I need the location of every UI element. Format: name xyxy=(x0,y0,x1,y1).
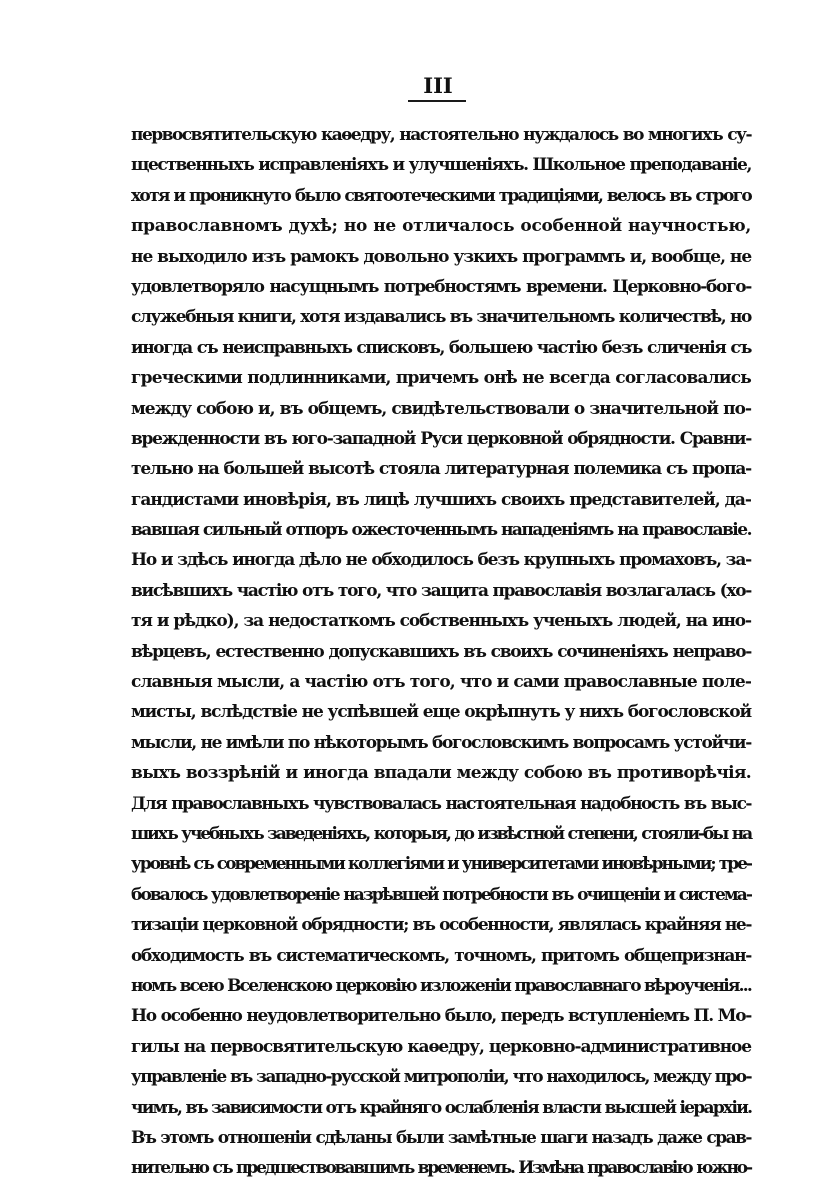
text-line: вавшая сильный отпоръ ожесточеннымъ нападеніямъ на православіе. xyxy=(131,520,751,541)
text-line: уровнѣ съ современными коллегіями и университетами иновѣрными; тре- xyxy=(131,854,751,875)
text-line: нительно съ предшествовавшимъ временемъ. Измѣна православію южно- xyxy=(131,1158,751,1179)
text-line: чимъ, въ зависимости отъ крайняго ослабленія власти высшей іерархіи. xyxy=(131,1097,752,1118)
page-number-rule xyxy=(408,100,466,102)
text-line: тельно на большей высотѣ стояла литературная полемика съ пропа- xyxy=(131,459,751,480)
text-line: иногда съ неисправныхъ списковъ, большею частію безъ сличенія съ xyxy=(131,337,751,358)
text-line: греческими подлинниками, причемъ онѣ не всегда согласовались xyxy=(131,368,751,389)
text-line: тизаціи церковной обрядности; въ особенности, являлась крайняя не- xyxy=(131,915,751,936)
text-line: Но особенно неудовлетворительно было, передъ вступленіемъ П. Мо- xyxy=(131,1006,751,1027)
text-line: удовлетворяло насущнымъ потребностямъ времени. Церковно-бого- xyxy=(131,276,751,297)
text-line: первосвятительскую каѳедру, настоятельно нуждалось во многихъ су- xyxy=(131,125,751,145)
text-line: православномъ духѣ; но не отличалось особенной научностью, xyxy=(131,216,751,237)
text-line: висѣвшихъ частію отъ того, что защита православія возлагалась (хо- xyxy=(131,580,751,601)
text-line: хотя и проникнуто было святоотеческими традиціями, велось въ строго xyxy=(131,185,751,206)
text-line: управленіе въ западно-русской митрополіи, что находилось, между про- xyxy=(131,1067,751,1088)
text-line: щественныхъ исправленіяхъ и улучшеніяхъ. Школьное преподаваніе, xyxy=(131,155,751,176)
text-line: мысли, не имѣли по нѣкоторымъ богословскимъ вопросамъ устойчи- xyxy=(131,732,751,753)
text-line: тя и рѣдко), за недостаткомъ собственныхъ ученыхъ людей, на ино- xyxy=(131,611,751,632)
text-line: Для православныхъ чувствовалась настоятельная надобность въ выс- xyxy=(131,793,751,814)
text-line: служебныя книги, хотя издавались въ значительномъ количествѣ, но xyxy=(131,307,751,328)
text-line: врежденности въ юго-западной Руси церковной обрядности. Сравни- xyxy=(131,428,751,449)
text-line: номъ всею Вселенскою церковію изложеніи православнаго вѣроученія... xyxy=(131,975,751,996)
text-line: шихъ учебныхъ заведеніяхъ, которыя, до извѣстной степени, стояли-бы на xyxy=(131,823,751,844)
text-line: гилы на первосвятительскую каѳедру, церковно-административное xyxy=(131,1036,751,1057)
text-line: мисты, вслѣдствіе не успѣвшей еще окрѣпнуть у нихъ богословской xyxy=(131,702,751,723)
text-line: между собою и, въ общемъ, свидѣтельствовали о значительной по- xyxy=(131,398,751,419)
body-text xyxy=(131,120,751,1184)
text-line: Но и здѣсь иногда дѣло не обходилось безъ крупныхъ промаховъ, за- xyxy=(131,550,751,571)
text-line: не выходило изъ рамокъ довольно узкихъ программъ и, вообще, не xyxy=(131,246,752,267)
text-line: бовалось удовлетвореніе назрѣвшей потребности въ очищеніи и система- xyxy=(131,884,751,905)
text-line: вѣрцевъ, естественно допускавшихъ въ своихъ сочиненіяхъ неправо- xyxy=(131,641,751,662)
text-line: Въ этомъ отношеніи сдѣланы были замѣтные шаги назадъ даже срав- xyxy=(131,1127,751,1148)
text-line: выхъ воззрѣній и иногда впадали между собою въ противорѣчія. xyxy=(131,763,751,784)
text-line: гандистами иновѣрія, въ лицѣ лучшихъ своихъ представителей, да- xyxy=(131,489,751,510)
page-number: III xyxy=(423,73,453,98)
text-line: обходимость въ систематическомъ, точномъ, притомъ общепризнан- xyxy=(131,945,751,966)
text-line: славныя мысли, а частію отъ того, что и сами православные поле- xyxy=(131,672,751,693)
